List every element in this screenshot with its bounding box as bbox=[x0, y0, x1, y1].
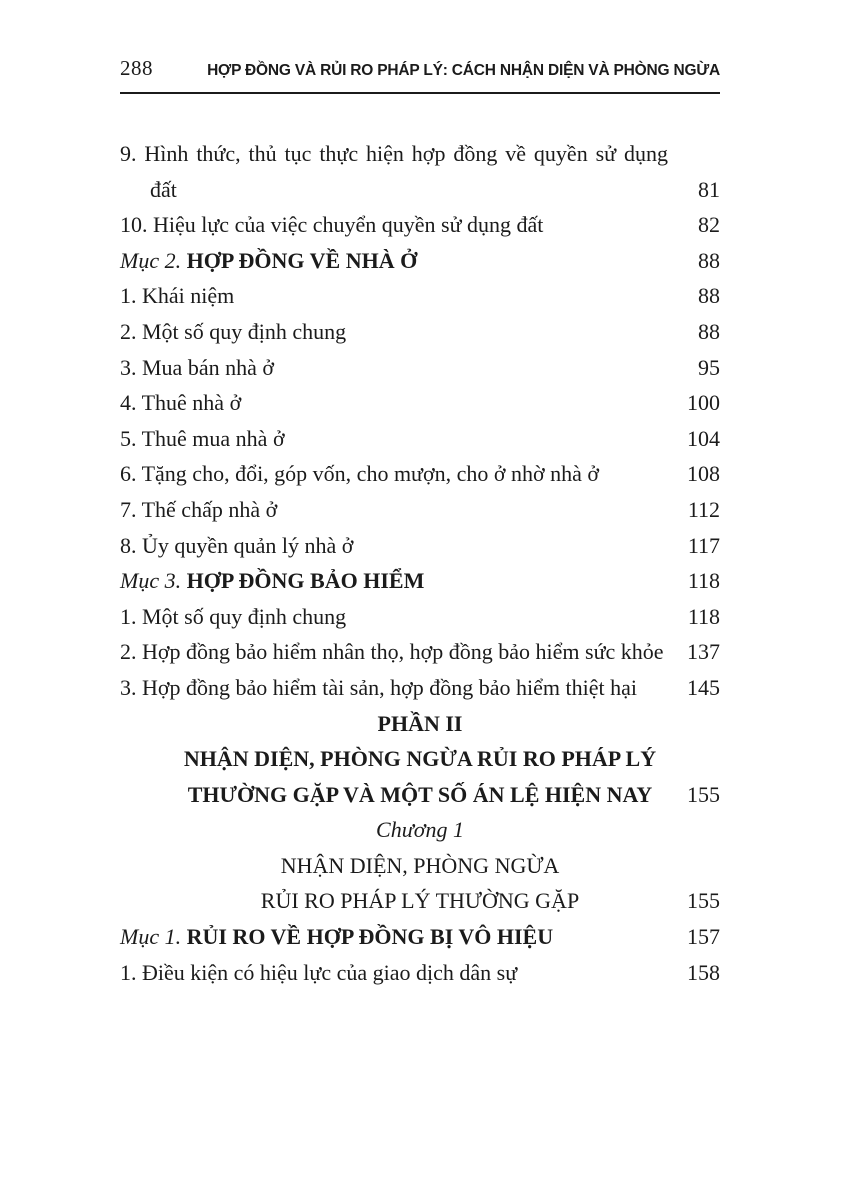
toc-entry-text: 2. Hợp đồng bảo hiểm nhân thọ, hợp đồng bảo hiểm sức khỏe bbox=[120, 639, 664, 665]
toc-entry-page: 100 bbox=[687, 390, 720, 416]
toc-entry bbox=[120, 812, 720, 848]
toc-entry bbox=[120, 278, 720, 314]
toc-entry-text: 1. Khái niệm bbox=[120, 283, 235, 309]
toc-entry-page: 117 bbox=[687, 532, 720, 558]
toc-entry-text: Chương 1 bbox=[376, 817, 464, 843]
toc-muc-title: RỦI RO VỀ HỢP ĐỒNG BỊ VÔ HIỆU bbox=[186, 924, 554, 950]
toc-entry bbox=[120, 385, 720, 421]
toc-entry-text: NHẬN DIỆN, PHÒNG NGỪA bbox=[280, 852, 560, 878]
toc-entry-page: 104 bbox=[687, 425, 720, 451]
toc-entry-text bbox=[120, 563, 668, 599]
toc-entry-text: THƯỜNG GẶP VÀ MỘT SỐ ÁN LỆ HIỆN NAY bbox=[187, 781, 653, 807]
toc-entry bbox=[120, 848, 720, 884]
toc-entry-page: 145 bbox=[687, 674, 720, 700]
toc-entry-text: 3. Hợp đồng bảo hiểm tài sản, hợp đồng bảo hiểm thiệt hại bbox=[120, 674, 637, 700]
toc-entry bbox=[120, 670, 720, 706]
toc-entry-page: 158 bbox=[687, 959, 720, 985]
toc-entry-page: 82 bbox=[698, 212, 720, 238]
toc-entry-text: 2. Một số quy định chung bbox=[120, 318, 347, 344]
toc-entry bbox=[120, 706, 720, 742]
toc-entry-text: 1. Điều kiện có hiệu lực của giao dịch dân sự bbox=[120, 959, 518, 985]
toc-entry-page: 95 bbox=[698, 354, 720, 380]
toc-entry bbox=[120, 955, 720, 991]
toc-entry-text: 1. Một số quy định chung bbox=[120, 603, 347, 629]
toc-muc-title: HỢP ĐỒNG BẢO HIỂM bbox=[186, 568, 425, 594]
toc-entry-text: 5. Thuê mua nhà ở bbox=[120, 425, 285, 451]
toc-entry bbox=[120, 741, 720, 777]
toc-muc-prefix: Mục 2. bbox=[120, 247, 187, 273]
toc-entry bbox=[120, 314, 720, 350]
toc-entry-page: 137 bbox=[687, 639, 720, 665]
toc-entry bbox=[120, 634, 720, 670]
toc-entry bbox=[120, 492, 720, 528]
toc-entry-text: 7. Thế chấp nhà ở bbox=[120, 496, 278, 522]
toc-entry-text bbox=[120, 919, 668, 955]
toc-entry-page: 118 bbox=[687, 603, 720, 629]
toc-entry-text: 6. Tặng cho, đổi, góp vốn, cho mượn, cho ở nhờ nhà ở bbox=[120, 461, 600, 487]
toc-entry-page: 88 bbox=[698, 283, 720, 309]
toc-entry bbox=[120, 599, 720, 635]
toc-entry-text: 9. Hình thức, thủ tục thực hiện hợp đồng về quyền sử dụng đất bbox=[120, 141, 668, 202]
toc-entry-text: 8. Ủy quyền quản lý nhà ở bbox=[120, 532, 354, 558]
toc-entry bbox=[120, 243, 720, 279]
toc-entry-page: 112 bbox=[687, 496, 720, 522]
toc-entry-text: RỦI RO PHÁP LÝ THƯỜNG GẶP bbox=[260, 888, 580, 914]
toc-muc-title: HỢP ĐỒNG VỀ NHÀ Ở bbox=[186, 247, 418, 273]
toc-entry-text: NHẬN DIỆN, PHÒNG NGỪA RỦI RO PHÁP LÝ bbox=[183, 746, 657, 772]
toc-entry-page: 157 bbox=[687, 924, 720, 950]
toc-entry-page: 118 bbox=[687, 568, 720, 594]
toc-entry-text bbox=[120, 243, 668, 279]
toc-entry-text: PHẦN II bbox=[377, 710, 463, 736]
toc-entry-page: 155 bbox=[687, 888, 720, 914]
toc-entry-page: 88 bbox=[698, 318, 720, 344]
toc-entry bbox=[120, 456, 720, 492]
toc-entry bbox=[120, 207, 720, 243]
toc-entry bbox=[120, 350, 720, 386]
toc-entry-page: 81 bbox=[698, 176, 720, 202]
toc-entry bbox=[120, 563, 720, 599]
toc-entry-page: 155 bbox=[687, 781, 720, 807]
book-title: HỢP ĐỒNG VÀ RỦI RO PHÁP LÝ: CÁCH NHẬN DIỆN VÀ PHÒNG NGỪA bbox=[207, 62, 720, 79]
toc-entry bbox=[120, 421, 720, 457]
toc-list bbox=[120, 136, 720, 990]
toc-entry bbox=[120, 136, 720, 207]
toc-muc-prefix: Mục 1. bbox=[120, 924, 187, 950]
toc-entry bbox=[120, 528, 720, 564]
toc-entry bbox=[120, 919, 720, 955]
page-number: 288 bbox=[120, 56, 153, 80]
toc-entry bbox=[120, 883, 720, 919]
toc-muc-prefix: Mục 3. bbox=[120, 568, 187, 594]
toc-entry-text: 3. Mua bán nhà ở bbox=[120, 354, 274, 380]
page-header bbox=[120, 56, 720, 94]
toc-entry bbox=[120, 777, 720, 813]
toc-entry-page: 108 bbox=[687, 461, 720, 487]
toc-entry-page: 88 bbox=[698, 247, 720, 273]
toc-entry-text: 4. Thuê nhà ở bbox=[120, 390, 242, 416]
toc-entry-text: 10. Hiệu lực của việc chuyển quyền sử dụng đất bbox=[120, 212, 544, 238]
